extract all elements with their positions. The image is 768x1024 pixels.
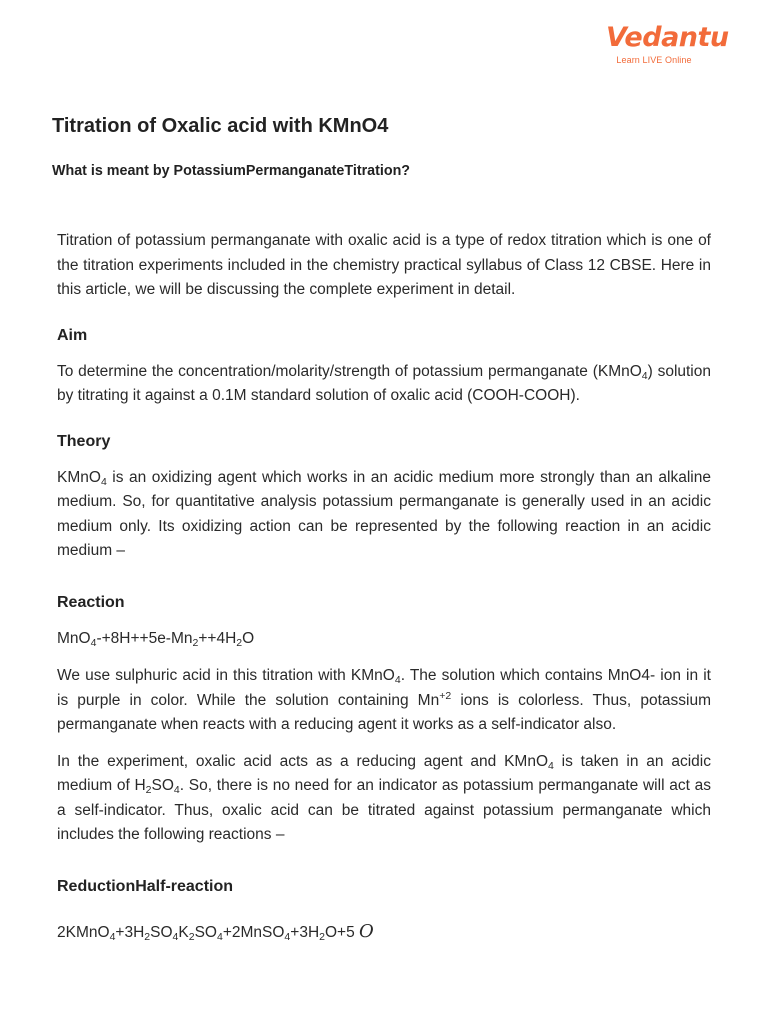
reduction-equation: $2KMnO_4+3H_2SO_4K_2SO_4+2MnSO_4+3H_2O+5$ O <box>57 920 374 943</box>
aim-heading: Aim <box>57 326 88 344</box>
logo-tagline: Learn LIVE Online <box>616 55 692 65</box>
oxygen-symbol: O <box>359 920 374 942</box>
theory-paragraph: KMnO$_4$ is an oxidizing agent which works in an acidic medium more strongly than an alkaline medium. So, for quantitative analysis potassium permanganate is generally used in an acidic medium only. Its oxidizing action can be represented by the following reaction in an acidic medium – <box>57 468 711 559</box>
reaction-equation: $MnO_4-+8H++5e-Mn_2++4H_2O$ <box>57 629 255 649</box>
page-title: Titration of Oxalic acid with KMnO4 <box>52 115 389 137</box>
theory-heading: Theory <box>57 432 111 450</box>
logo-wordmark: Vedantu <box>606 22 729 53</box>
document-body <box>52 112 711 945</box>
reaction-heading: Reaction <box>57 593 125 611</box>
intro-paragraph: Titration of potassium permanganate with oxalic acid is a type of redox titration which is one of the titration experiments included in the chemistry practical syllabus of Class 12 CBSE. Here in this article, we will be discussing the complete experiment in detail. <box>57 232 711 298</box>
aim-paragraph: To determine the concentration/molarity/strength of potassium permanganate (KMnO$_4$) solution by titrating it against a 0.1M standard solution of oxalic acid (COOH-COOH). <box>57 362 711 404</box>
page-subtitle: What is meant by PotassiumPermanganateTitration? <box>52 163 411 179</box>
reaction-paragraph-1: We use sulphuric acid in this titration with KMnO$_4$. The solution which contains MnO4- ion in it is purple in color. While the solution containing $Mn^{+2}$ ions is colorless. Thus, potassium permanganate when reacts with a reducing agent it works as a self-indicator also. <box>57 667 711 733</box>
reduction-heading: ReductionHalf-reaction <box>57 877 234 895</box>
vedantu-logo <box>606 22 729 65</box>
reaction-paragraph-2: In the experiment, oxalic acid acts as a reducing agent and KMnO$_4$ is taken in an acidic medium of $H_2SO_4$. So, there is no need for an indicator as potassium permanganate will act as a self-indicator. Thus, oxalic acid can be titrated against potassium permanganate which includes the following reactions – <box>57 752 711 843</box>
